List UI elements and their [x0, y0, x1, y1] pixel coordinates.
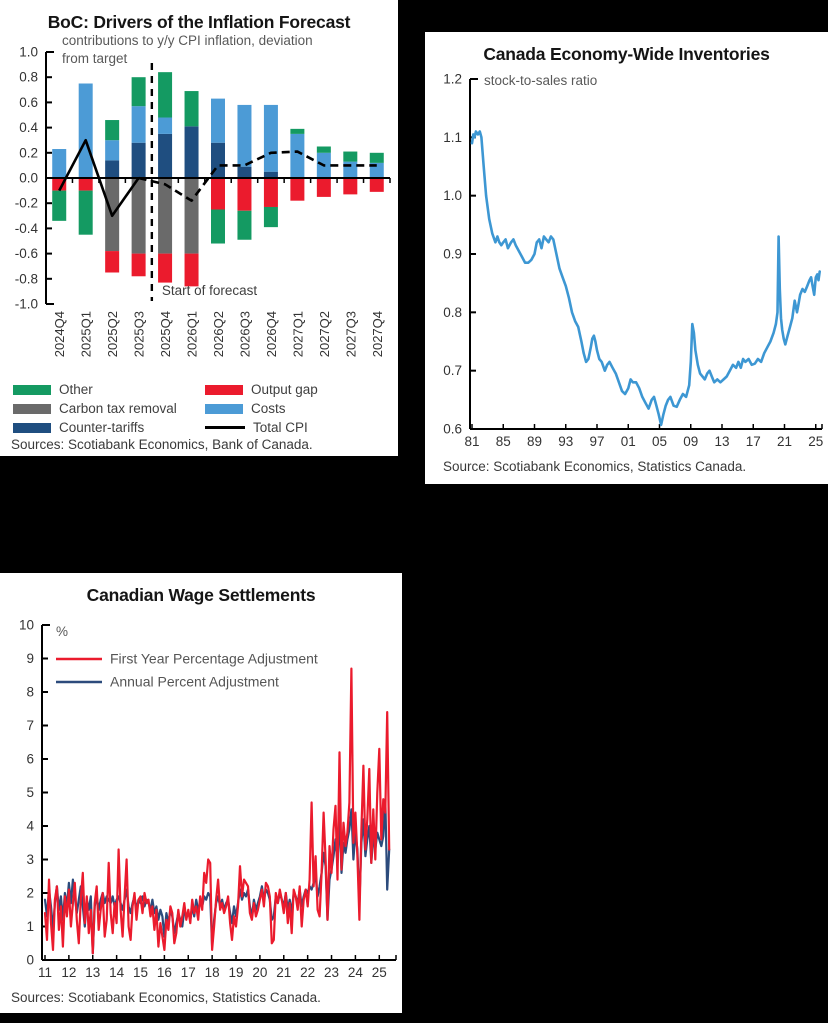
legend-item-output-gap: [205, 382, 398, 397]
other-bar-segment: [105, 120, 119, 140]
y-tick-label: 1.0: [19, 44, 38, 60]
x-tick-label: 2025Q4: [158, 311, 174, 358]
y-tick-label: 3: [26, 852, 34, 867]
y-tick-label: 1.0: [443, 188, 462, 204]
wage-sources: Sources: Scotiabank Economics, Statistics Canada.: [11, 990, 321, 1005]
x-tick-label: 01: [620, 434, 636, 449]
other-bar-segment: [290, 129, 304, 134]
x-tick-label: 16: [156, 965, 172, 980]
x-tick-label: 18: [204, 965, 220, 980]
counter-tariffs-bar-segment: [185, 126, 199, 178]
legend-label: First Year Percentage Adjustment: [110, 650, 318, 667]
legend-label: Annual Percent Adjustment: [110, 673, 279, 690]
x-tick-label: 09: [683, 434, 699, 449]
forecast-start-label: Start of forecast: [161, 283, 258, 298]
boc-subtitle-line: from target: [62, 51, 128, 66]
y-tick-label: -0.8: [14, 271, 38, 287]
y-tick-label: 9: [26, 651, 34, 666]
x-tick-label: 14: [109, 965, 125, 980]
total-cpi-swatch: [205, 426, 245, 429]
boc-inflation-panel: [0, 0, 398, 456]
x-tick-label: 81: [464, 434, 480, 449]
legend-label: Counter-tariffs: [59, 420, 145, 435]
counter-tariffs-bar-segment: [237, 167, 251, 178]
wage-chart-title: Canadian Wage Settlements: [86, 585, 316, 605]
y-tick-label: 10: [18, 617, 34, 633]
other-bar-segment: [343, 152, 357, 162]
y-tick-label: -1.0: [14, 296, 38, 312]
output-gap-bar-segment: [370, 178, 384, 192]
y-tick-label: 7: [26, 718, 34, 733]
y-tick-label: 0.2: [19, 145, 38, 161]
y-tick-label: -0.4: [14, 220, 38, 236]
wage-settlements-chart: [0, 606, 402, 988]
costs-bar-segment: [237, 105, 251, 167]
costs-bar-segment: [211, 99, 225, 143]
x-tick-label: 2027Q4: [369, 311, 385, 358]
x-tick-label: 2027Q2: [316, 311, 332, 358]
x-tick-label: 93: [558, 434, 574, 449]
costs-bar-segment: [52, 149, 66, 178]
y-tick-label: 1: [26, 919, 34, 934]
costs-bar-segment: [264, 105, 278, 172]
output-gap-bar-segment: [343, 178, 357, 194]
x-tick-label: 21: [776, 434, 793, 449]
x-tick-label: 22: [300, 965, 316, 980]
x-tick-label: 2025Q3: [131, 311, 147, 358]
y-tick-label: -0.2: [14, 195, 38, 211]
y-tick-label: 8: [26, 684, 34, 700]
counter-tariffs-swatch: [13, 423, 51, 433]
boc-chart-title: BoC: Drivers of the Inflation Forecast: [47, 12, 351, 32]
y-tick-label: 0.9: [443, 246, 462, 262]
y-tick-label: 4: [26, 818, 34, 834]
other-bar-segment: [370, 153, 384, 163]
x-tick-label: 15: [132, 965, 149, 980]
y-tick-label: 0.6: [443, 421, 462, 437]
x-tick-label: 21: [276, 965, 292, 980]
output-gap-bar-segment: [132, 254, 146, 277]
costs-bar-segment: [290, 134, 304, 178]
x-tick-label: 2026Q3: [237, 311, 253, 358]
x-tick-label: 13: [714, 434, 730, 449]
carbon-tax-removal-bar-segment: [185, 178, 199, 254]
output-gap-bar-segment: [79, 178, 93, 191]
x-tick-label: 2026Q1: [184, 311, 200, 358]
other-bar-segment: [264, 207, 278, 227]
carbon-tax-removal-bar-segment: [132, 178, 146, 254]
costs-swatch: [205, 404, 243, 414]
legend-label: Output gap: [251, 382, 318, 397]
y-tick-label: 0.8: [19, 69, 38, 85]
output-gap-bar-segment: [158, 254, 172, 283]
x-tick-label: 97: [589, 434, 605, 449]
legend-item-costs: [205, 401, 398, 416]
other-bar-segment: [237, 211, 251, 240]
carbon-tax-removal-bar-segment: [158, 178, 172, 254]
other-bar-segment: [132, 77, 146, 106]
costs-bar-segment: [105, 140, 119, 160]
y-tick-label: 0.4: [19, 120, 38, 136]
x-tick-label: 2025Q1: [78, 311, 94, 358]
legend-item-other: [13, 382, 205, 397]
x-tick-label: 25: [371, 965, 387, 980]
inventories-panel: [425, 32, 828, 484]
costs-bar-segment: [79, 84, 93, 179]
y-tick-label: 0.0: [19, 170, 38, 186]
costs-bar-segment: [158, 118, 172, 134]
output-gap-bar-segment: [264, 178, 278, 207]
legend-item-carbon-tax-removal: [13, 401, 205, 416]
canadian-wage-settlements-subtitle: %: [56, 624, 69, 639]
output-gap-bar-segment: [237, 178, 251, 211]
x-tick-label: 2027Q3: [343, 311, 359, 358]
counter-tariffs-bar-segment: [132, 143, 146, 178]
boc-inflation-chart: [0, 33, 398, 379]
x-tick-label: 11: [37, 965, 53, 980]
output-gap-bar-segment: [185, 254, 199, 287]
total-cpi-line-forecast: [139, 152, 377, 201]
x-tick-label: 2026Q2: [211, 311, 226, 358]
x-tick-label: 05: [651, 434, 668, 449]
y-tick-label: 2: [26, 885, 34, 901]
legend-label: Costs: [251, 401, 286, 416]
boc-sources: Sources: Scotiabank Economics, Bank of Canada.: [11, 437, 313, 452]
carbon-tax-removal-swatch: [13, 404, 51, 414]
other-bar-segment: [317, 147, 331, 153]
boc-bars: [52, 72, 384, 286]
inventories-sources: Source: Scotiabank Economics, Statistics Canada.: [443, 459, 747, 474]
y-tick-label: 1.2: [443, 71, 462, 87]
boc-subtitle-line: contributions to y/y CPI inflation, deviation: [62, 33, 313, 48]
boc-legend: [0, 382, 398, 435]
x-tick-label: 23: [324, 965, 340, 980]
other-swatch: [13, 385, 51, 395]
costs-bar-segment: [132, 106, 146, 143]
y-tick-label: 6: [26, 751, 34, 767]
legend-label: Other: [59, 382, 93, 397]
y-tick-label: 0.8: [443, 304, 462, 320]
legend-item-total-cpi: [205, 420, 398, 435]
canada-economy-wide-inventories-axes: [470, 79, 822, 429]
y-tick-label: 5: [26, 785, 34, 800]
y-tick-label: 0.6: [19, 94, 38, 110]
x-tick-label: 89: [526, 434, 543, 449]
output-gap-bar-segment: [105, 251, 119, 272]
x-tick-label: 2025Q2: [105, 311, 121, 358]
x-tick-label: 13: [85, 965, 101, 980]
counter-tariffs-bar-segment: [105, 160, 119, 178]
costs-bar-segment: [343, 162, 357, 178]
counter-tariffs-bar-segment: [158, 134, 172, 178]
stock-to-sales-ratio-line: [472, 132, 820, 425]
x-tick-label: 25: [808, 434, 824, 449]
y-tick-label: 0: [26, 952, 34, 968]
x-tick-label: 20: [252, 965, 268, 980]
legend-label: Carbon tax removal: [59, 401, 177, 416]
y-tick-label: 1.1: [443, 129, 462, 145]
x-tick-label: 85: [495, 434, 511, 449]
other-bar-segment: [52, 191, 66, 221]
x-tick-label: 2026Q4: [263, 311, 279, 358]
first-year-percentage-adjustment-line: [45, 669, 389, 954]
inventories-chart: [425, 65, 828, 457]
inventories-chart-title: Canada Economy-Wide Inventories: [483, 44, 770, 64]
output-gap-bar-segment: [211, 178, 225, 210]
x-tick-label: 2027Q1: [290, 311, 306, 358]
other-bar-segment: [79, 191, 93, 235]
other-bar-segment: [158, 72, 172, 117]
x-tick-label: 17: [180, 965, 196, 980]
x-tick-label: 24: [347, 965, 363, 980]
x-tick-label: 17: [745, 434, 761, 449]
legend-label: Total CPI: [253, 420, 308, 435]
y-tick-label: 0.7: [443, 363, 462, 379]
x-tick-label: 2024Q4: [52, 311, 68, 358]
output-gap-bar-segment: [290, 178, 304, 201]
output-gap-swatch: [205, 385, 243, 395]
canada-economy-wide-inventories-subtitle: stock-to-sales ratio: [484, 73, 598, 88]
other-bar-segment: [211, 210, 225, 244]
x-tick-label: 12: [61, 965, 77, 980]
wage-settlements-panel: [0, 573, 402, 1013]
x-tick-label: 19: [228, 965, 244, 980]
y-tick-label: -0.6: [14, 246, 38, 262]
legend-item-counter-tariffs: [13, 420, 205, 435]
output-gap-bar-segment: [317, 178, 331, 197]
other-bar-segment: [185, 91, 199, 126]
